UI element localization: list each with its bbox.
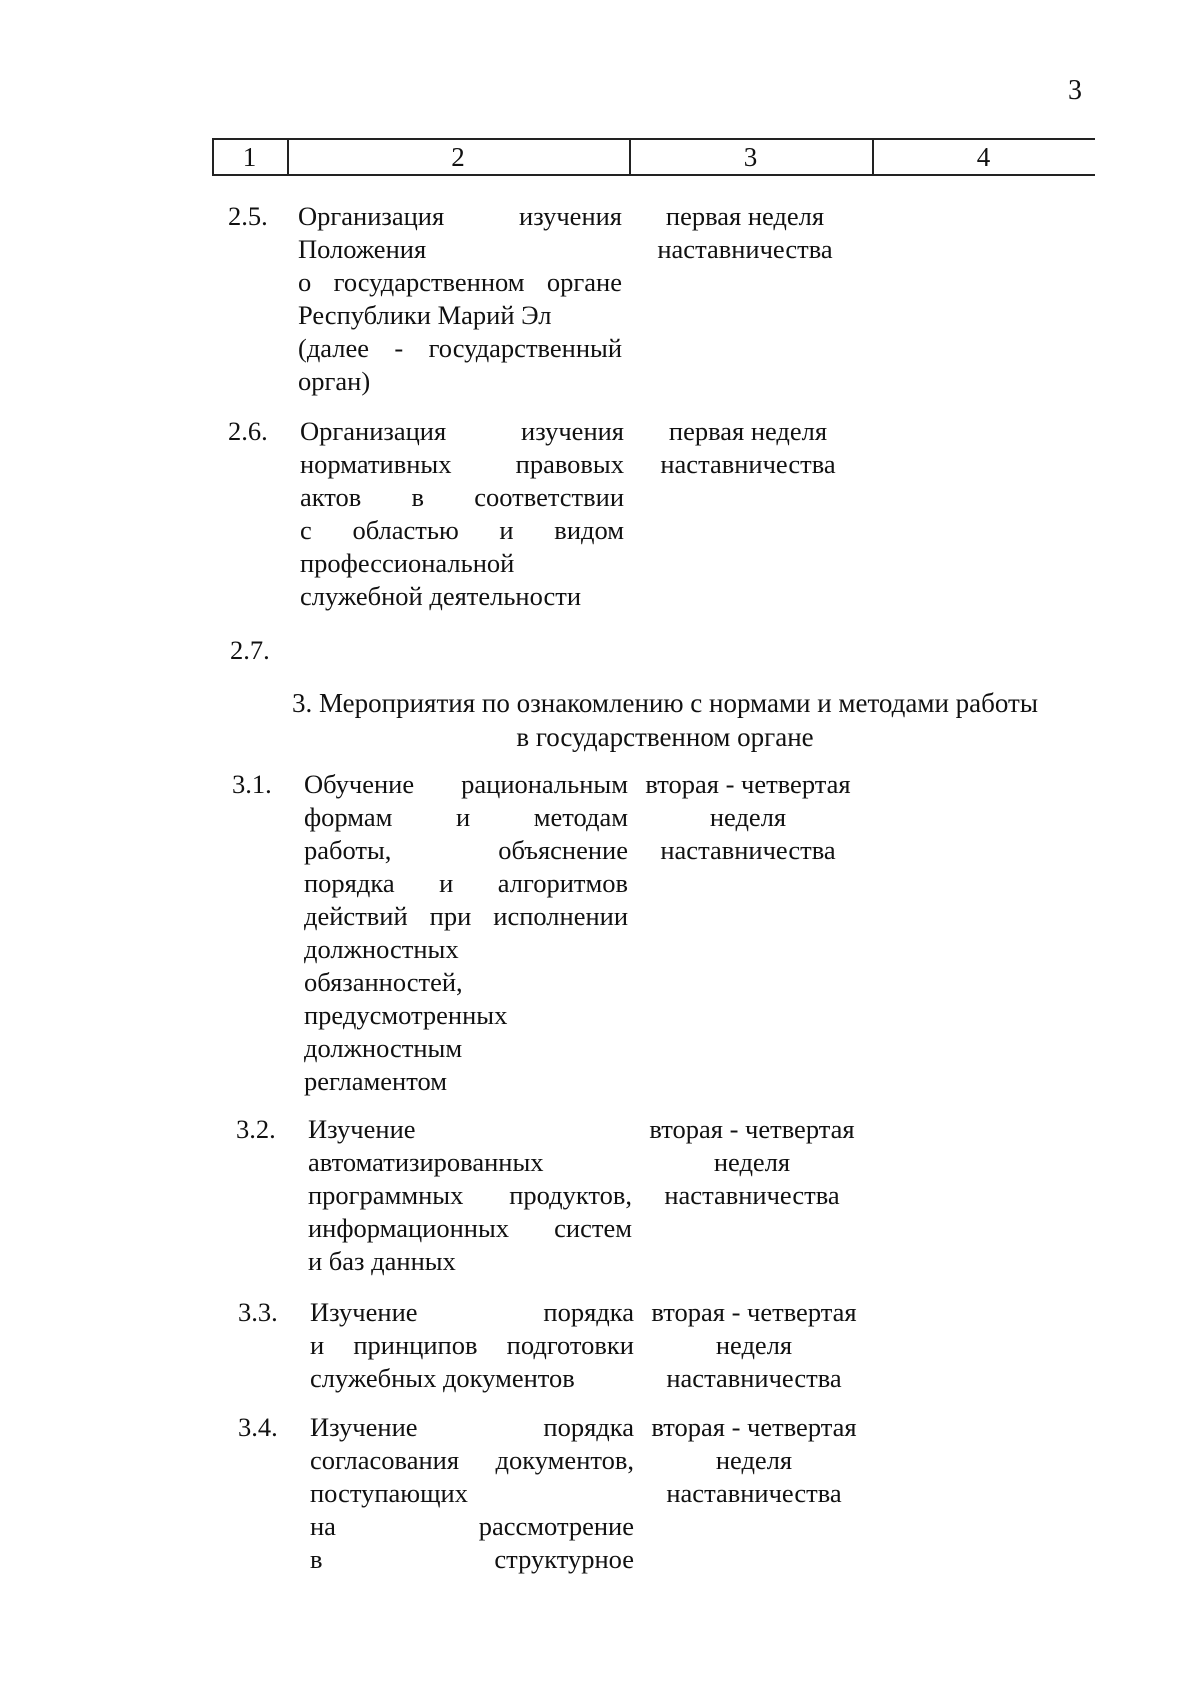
header-col-2: 2	[451, 142, 465, 172]
text-line: наставничества	[666, 1478, 842, 1508]
text-line: должностным	[304, 1033, 463, 1063]
text-line: согласования документов,	[310, 1445, 634, 1475]
row-number: 2.6.	[228, 416, 268, 446]
row-description	[308, 1113, 632, 1278]
row-term	[628, 768, 868, 867]
header-top-rule	[212, 138, 1095, 140]
text-line: служебной деятельности	[300, 581, 582, 611]
text-line: предусмотренных	[304, 1000, 508, 1030]
text-line: наставничества	[660, 835, 836, 865]
row-number: 3.2.	[236, 1114, 276, 1144]
text-line: с областью и видом	[300, 515, 624, 545]
row-description	[310, 1296, 634, 1395]
header-col-3: 3	[743, 142, 758, 172]
text-line: Организация изучения	[298, 201, 622, 231]
row-number: 3.3.	[238, 1297, 278, 1327]
text-line: поступающих	[310, 1478, 468, 1508]
text-line: Положения	[298, 234, 427, 264]
text-line: актов в соответствии	[300, 482, 624, 512]
text-line: служебных документов	[310, 1363, 575, 1393]
row-number: 2.7.	[230, 635, 270, 665]
text-line: неделя	[709, 802, 787, 832]
text-line: наставничества	[666, 1363, 842, 1393]
text-line: и принципов подготовки	[310, 1330, 634, 1360]
text-line: 3. Мероприятия по ознакомлению с нормами и методами работы	[292, 688, 1038, 718]
row-number: 2.5.	[228, 201, 268, 231]
text-line: и баз данных	[308, 1246, 456, 1276]
text-line: на рассмотрение	[310, 1511, 634, 1541]
text-line: Обучение рациональным	[304, 769, 628, 799]
text-line: обязанностей,	[304, 967, 463, 997]
row-term	[625, 200, 865, 266]
row-description	[310, 1411, 634, 1576]
text-line: работы, объяснение	[304, 835, 628, 865]
header-col-1: 1	[242, 142, 257, 172]
text-line: профессиональной	[300, 548, 515, 578]
row-description	[300, 415, 624, 613]
row-number: 3.1.	[232, 769, 272, 799]
text-line: Изучение	[308, 1114, 416, 1144]
text-line: наставничества	[657, 234, 833, 264]
text-line: формам и методам	[304, 802, 628, 832]
text-line: Республики Марий Эл	[298, 300, 552, 330]
text-line: должностных	[304, 934, 459, 964]
text-line: неделя	[713, 1147, 791, 1177]
text-line: вторая - четвертая	[649, 1114, 855, 1144]
text-line: действий при исполнении	[304, 901, 628, 931]
text-line: неделя	[715, 1330, 793, 1360]
text-line: информационных систем	[308, 1213, 632, 1243]
row-term	[632, 1113, 872, 1212]
text-line: программных продуктов,	[308, 1180, 632, 1210]
text-line: о государственном органе	[298, 267, 622, 297]
row-description	[304, 768, 628, 1098]
text-line: в структурное	[310, 1544, 634, 1574]
table-header	[212, 138, 1095, 176]
text-line: в государственном органе	[516, 722, 814, 752]
text-line: автоматизированных	[308, 1147, 544, 1177]
text-line: Изучение порядка	[310, 1297, 634, 1327]
text-line: вторая - четвертая	[651, 1412, 857, 1442]
text-line: порядка и алгоритмов	[304, 868, 628, 898]
text-line: Организация изучения	[300, 416, 624, 446]
text-line: неделя	[715, 1445, 793, 1475]
text-line: орган)	[298, 366, 371, 396]
text-line: (далее - государственный	[298, 333, 622, 363]
page-number: 3	[1068, 75, 1082, 106]
text-line: Изучение порядка	[310, 1412, 634, 1442]
row-term	[634, 1411, 874, 1510]
row-number: 3.4.	[238, 1412, 278, 1442]
header-col-4: 4	[976, 142, 991, 172]
text-line: наставничества	[660, 449, 836, 479]
text-line: наставничества	[664, 1180, 840, 1210]
text-line: нормативных правовых	[300, 449, 624, 479]
text-line: первая неделя	[665, 201, 825, 231]
text-line: первая неделя	[668, 416, 828, 446]
row-description	[298, 200, 622, 398]
text-line: вторая - четвертая	[645, 769, 851, 799]
text-line: вторая - четвертая	[651, 1297, 857, 1327]
text-line: регламентом	[304, 1066, 447, 1096]
row-term	[628, 415, 868, 481]
section-heading	[230, 686, 1100, 754]
row-term	[634, 1296, 874, 1395]
